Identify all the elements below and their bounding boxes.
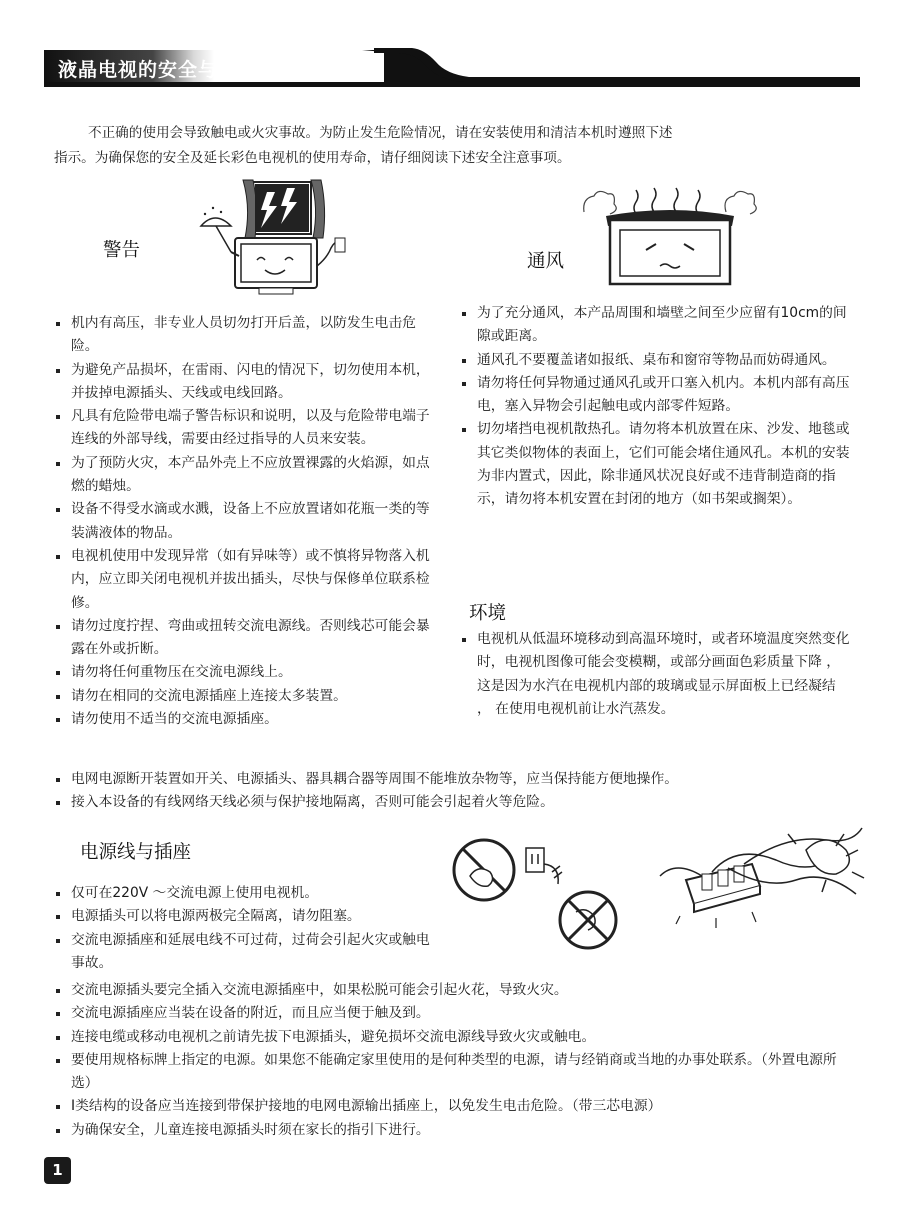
power-item: 连接电缆或移动电视机之前请先拔下电源插头，避免损坏交流电源线导致火灾或触电。 <box>56 1026 856 1049</box>
warning-heading: 警告 <box>103 240 141 261</box>
warning-item: 电网电源断开装置如开关、电源插头、器具耦合器等周围不能堆放杂物等，应当保持能方便地操作。 <box>56 768 856 791</box>
warning-item: 为了预防火灾，本产品外壳上不应放置裸露的火焰源，如点燃的蜡烛。 <box>56 452 436 499</box>
environment-item: 电视机从低温环境移动到高温环境时，或者环境温度突然变化时，电视机图像可能会变模糊，或部分画面色彩质量下降 ， 这是因为水汽在电视机内部的玻璃或显示屏面板上已经凝结 ， 在使用电视机前让水汽蒸发。 <box>462 628 852 721</box>
power-item: 仅可在220V ～交流电源上使用电视机。 <box>56 882 436 905</box>
environment-heading: 环境 <box>469 603 507 624</box>
warning-item: 为避免产品损坏，在雷雨、闪电的情况下，切勿使用本机，并拔掉电源插头、天线或电线回路。 <box>56 359 436 406</box>
power-item: 交流电源插头要完全插入交流电源插座中，如果松脱可能会引起火花，导致火灾。 <box>56 979 856 1002</box>
power-item: Ⅰ类结构的设备应当连接到带保护接地的电网电源输出插座上，以免发生电击危险。（带三芯电源） <box>56 1095 856 1118</box>
power-full-width-list <box>56 979 856 1142</box>
power-item: 交流电源插座和延展电线不可过荷，过荷会引起火灾或触电事故。 <box>56 929 436 976</box>
ventilation-item: 请勿将任何异物通过通风孔或开口塞入机内。本机内部有高压电，塞入异物会引起触电或内部零件短路。 <box>462 372 852 419</box>
power-strip-overload-illustration <box>656 820 876 932</box>
intro-paragraph-line-1: 不正确的使用会导致触电或火灾事故。为防止发生危险情况，请在安装使用和清洁本机时遵照下述 <box>88 125 673 141</box>
warning-item: 电视机使用中发现异常（如有异味等）或不慎将异物落入机内，应立即关闭电视机并拔出插头，尽快与保修单位联系检修。 <box>56 545 436 615</box>
warning-item: 请勿在相同的交流电源插座上连接太多装置。 <box>56 685 436 708</box>
ventilation-tv-illustration <box>580 186 760 286</box>
warning-tv-illustration <box>195 178 355 298</box>
page-number: 1 <box>44 1157 71 1184</box>
warning-item: 请勿使用不适当的交流电源插座。 <box>56 708 436 731</box>
warning-item: 凡具有危险带电端子警告标识和说明，以及与危险带电端子连线的外部导线，需要由经过指导的人员来安装。 <box>56 405 436 452</box>
power-item: 电源插头可以将电源两极完全隔离，请勿阻塞。 <box>56 905 436 928</box>
power-item: 交流电源插座应当装在设备的附近，而且应当便于触及到。 <box>56 1002 856 1025</box>
warning-item: 接入本设备的有线网络天线必须与保护接地隔离，否则可能会引起着火等危险。 <box>56 791 856 814</box>
power-list <box>56 882 436 975</box>
warning-list <box>56 312 436 731</box>
page-header-banner <box>44 46 860 90</box>
power-item: 要使用规格标牌上指定的电源。如果您不能确定家里使用的是何种类型的电源，请与经销商或当地的办事处联系。（外置电源所选） <box>56 1049 856 1096</box>
warning-item: 机内有高压，非专业人员切勿打开后盖，以防发生电击危险。 <box>56 312 436 359</box>
power-item: 为确保安全，儿童连接电源插头时须在家长的指引下进行。 <box>56 1119 856 1142</box>
ventilation-item: 为了充分通风，本产品周围和墙壁之间至少应留有10cm的间隙或距离。 <box>462 302 852 349</box>
power-plug-prohibited-illustration <box>448 828 628 950</box>
environment-list <box>462 628 852 721</box>
intro-paragraph-line-2: 指示。为确保您的安全及延长彩色电视机的使用寿命，请仔细阅读下述安全注意事项。 <box>54 150 571 166</box>
page-title: 液晶电视的安全与注意事项 <box>58 59 299 81</box>
ventilation-item: 切勿堵挡电视机散热孔。请勿将本机放置在床、沙发、地毯或其它类似物体的表面上，它们可能会堵住通风孔。本机的安装为非内置式，因此，除非通风状况良好或不违背制造商的指示，请勿将本机安置在封闭的地方（如书架或搁架）。 <box>462 418 852 511</box>
ventilation-item: 通风孔不要覆盖诸如报纸、桌布和窗帘等物品而妨碍通风。 <box>462 349 852 372</box>
warning-item: 设备不得受水滴或水溅，设备上不应放置诸如花瓶一类的等装满液体的物品。 <box>56 498 436 545</box>
ventilation-heading: 通风 <box>527 251 565 272</box>
warning-item: 请勿过度拧捏、弯曲或扭转交流电源线。否则线芯可能会暴露在外或折断。 <box>56 615 436 662</box>
warning-full-width-list <box>56 768 856 815</box>
warning-item: 请勿将任何重物压在交流电源线上。 <box>56 661 436 684</box>
power-heading: 电源线与插座 <box>80 842 192 863</box>
ventilation-list <box>462 302 852 512</box>
